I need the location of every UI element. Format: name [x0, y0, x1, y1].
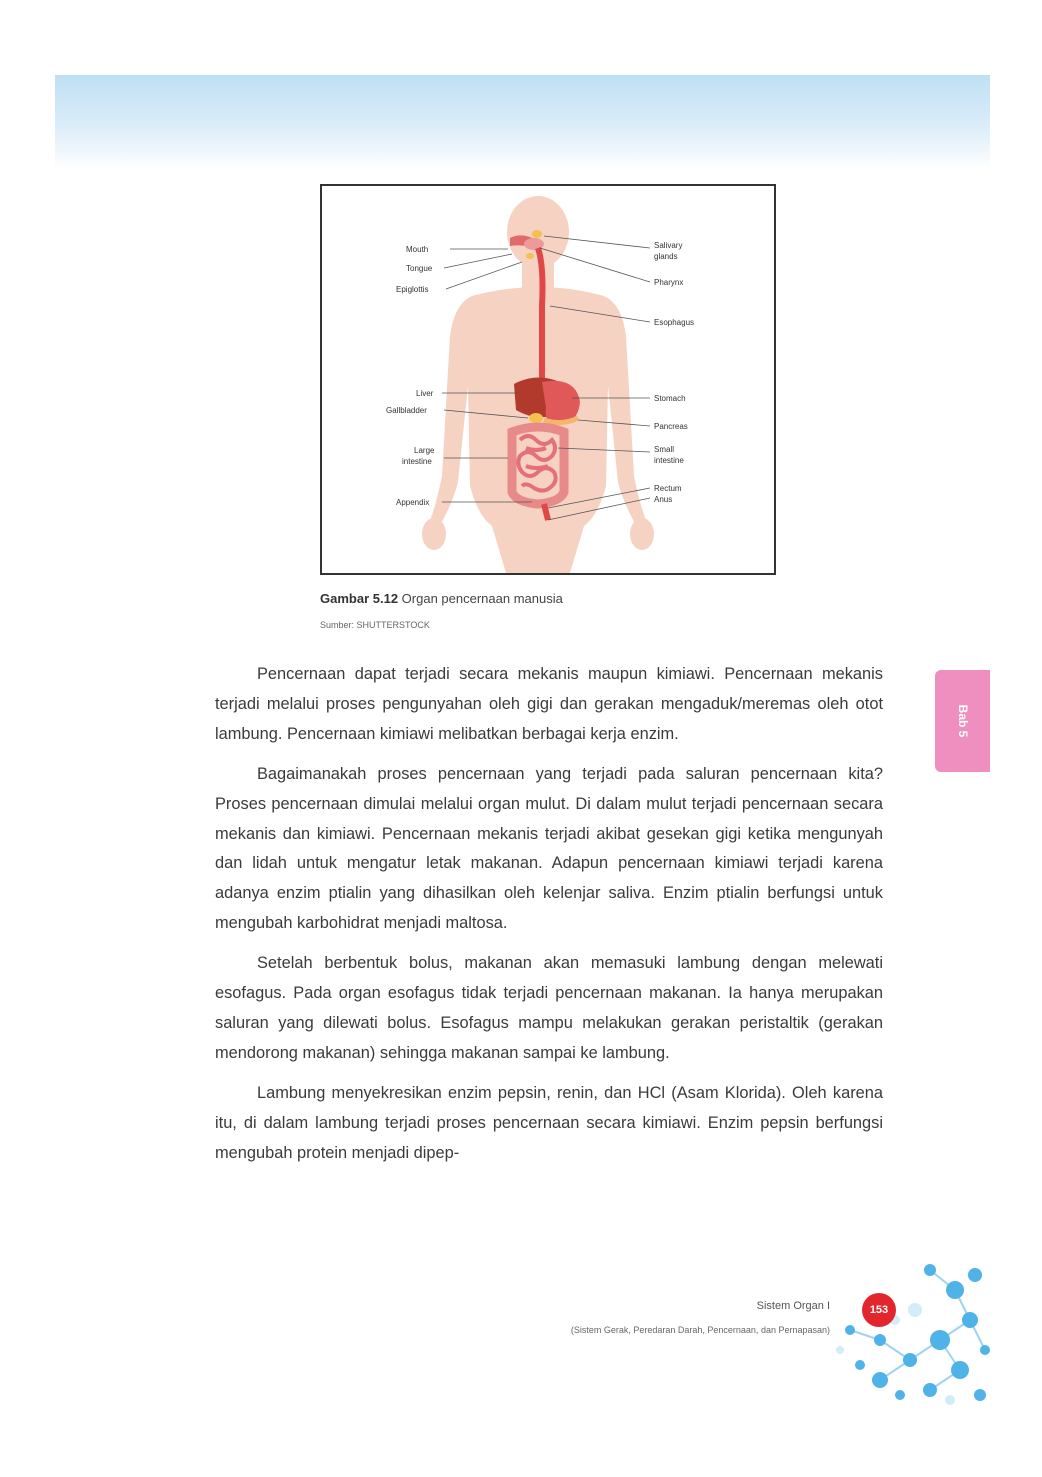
- label-stomach: Stomach: [654, 394, 686, 403]
- digestive-system-illustration: [322, 186, 774, 573]
- label-salivary-1: Salivary: [654, 241, 683, 250]
- label-anus: Anus: [654, 495, 673, 504]
- paragraph-1: Pencernaan dapat terjadi secara mekanis maupun kimiawi. Pencernaan mekanis terjadi melalui proses pengunyahan oleh gigi dan gerakan mengaduk/meremas oleh otot lambung. Pencernaan kimiawi melibatkan berbagai kerja enzim.: [215, 665, 883, 743]
- body-text: [215, 660, 883, 1179]
- label-tongue: Tongue: [406, 264, 433, 273]
- label-large-intestine-1: Large: [414, 446, 435, 455]
- label-large-intestine-2: intestine: [402, 457, 432, 466]
- footer-subtitle: (Sistem Gerak, Peredaran Darah, Pencernaan, dan Pernapasan): [570, 1325, 830, 1335]
- label-salivary-2: glands: [654, 252, 678, 261]
- paragraph-4: Lambung menyekresikan enzim pepsin, renin, dan HCl (Asam Klorida). Oleh karena itu, di dalam lambung terjadi proses pencernaan secara kimiawi. Enzim pepsin berfungsi mengubah protein menjadi dipep-: [215, 1083, 883, 1162]
- paragraph-3: Setelah berbentuk bolus, makanan akan memasuki lambung dengan melewati esofagus. Pada organ esofagus tidak terjadi pencernaan makanan. Ia hanya merupakan saluran yang dilewati bolus. Esofagus mampu melakukan gerakan peristaltik (gerakan mendorong makanan) sehingga makanan sampai ke lambung.: [215, 954, 883, 1062]
- footer-title: Sistem Organ I: [756, 1300, 830, 1312]
- chapter-tab-label: Bab 5: [955, 704, 970, 738]
- label-esophagus: Esophagus: [654, 318, 695, 327]
- label-pancreas: Pancreas: [654, 422, 688, 431]
- label-small-intestine-2: intestine: [654, 456, 684, 465]
- label-gallbladder: Gallbladder: [386, 406, 427, 415]
- caption-label: Gambar 5.12: [320, 591, 399, 606]
- label-mouth: Mouth: [406, 245, 429, 254]
- label-epiglottis: Epiglottis: [396, 285, 429, 294]
- label-appendix: Appendix: [396, 498, 430, 507]
- label-pharynx: Pharynx: [654, 278, 684, 287]
- figure-source: Sumber: SHUTTERSTOCK: [320, 620, 430, 630]
- label-rectum: Rectum: [654, 484, 682, 493]
- label-small-intestine-1: Small: [654, 445, 675, 454]
- chapter-tab: [935, 670, 990, 772]
- digestive-system-figure: [320, 184, 776, 575]
- molecule-decoration-icon: [820, 1250, 990, 1410]
- page-number: 153: [862, 1293, 896, 1327]
- header-band: [55, 75, 990, 170]
- label-liver: Liver: [416, 389, 434, 398]
- figure-caption: [320, 591, 563, 606]
- caption-text: Organ pencernaan manusia: [401, 591, 563, 606]
- paragraph-2: Bagaimanakah proses pencernaan yang terjadi pada saluran pencernaan kita? Proses pencernaan dimulai melalui organ mulut. Di dalam mulut terjadi pencernaan secara mekanis dan kimiawi. Pencernaan mekanis terjadi akibat gesekan gigi ketika mengunyah dan lidah untuk mengatur letak makanan. Adapun pencernaan kimiawi terjadi karena adanya enzim ptialin yang dihasilkan oleh kelenjar saliva. Enzim ptialin berfungsi untuk mengubah karbohidrat menjadi maltosa.: [215, 764, 883, 933]
